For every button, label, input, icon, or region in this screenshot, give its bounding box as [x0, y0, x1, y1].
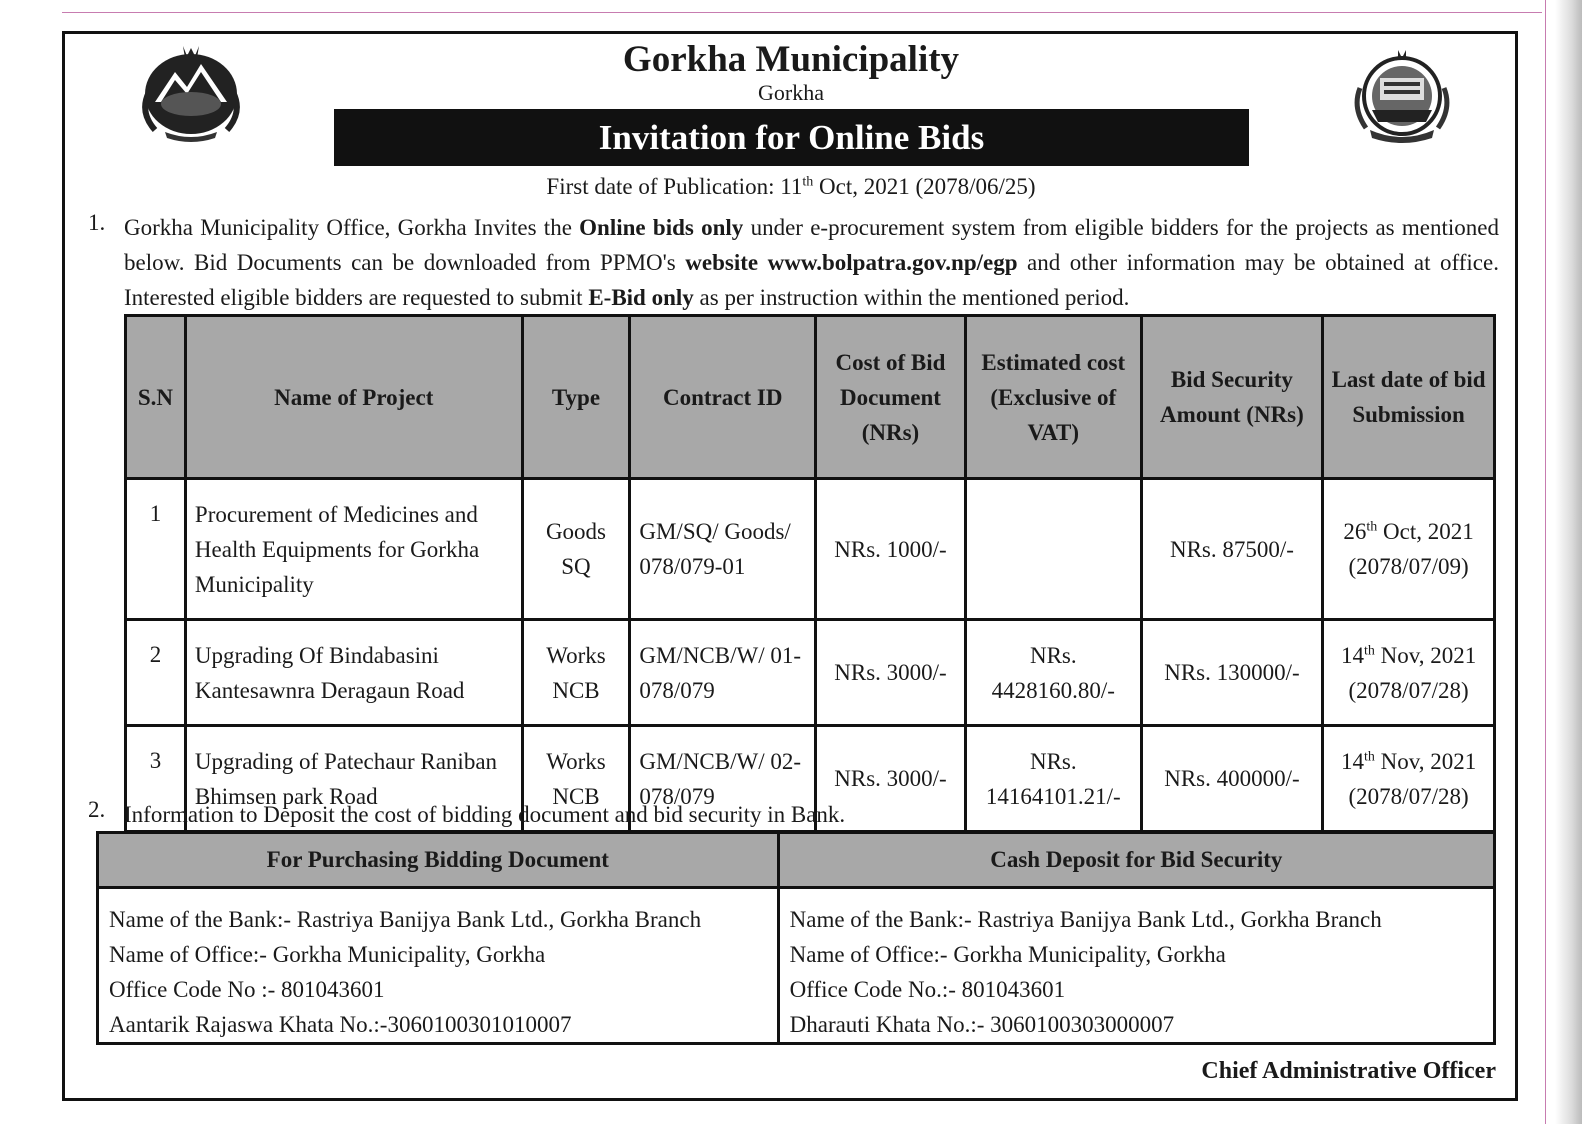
bank-header-row	[98, 833, 1495, 888]
notice-banner: Invitation for Online Bids	[334, 109, 1249, 166]
table-row	[126, 620, 1495, 726]
bank-details-row	[98, 888, 1495, 1044]
bank-line: Aantarik Rajaswa Khata No.:-3060100301010007	[109, 1012, 572, 1037]
cell-bid-security: NRs. 130000/-	[1141, 620, 1322, 726]
bank-info-table	[96, 831, 1496, 1045]
cell-last-date: 14th Nov, 2021 (2078/07/28)	[1323, 726, 1495, 832]
cell-sn: 2	[126, 620, 186, 726]
cell-contract-id: GM/NCB/W/ 02-078/079	[630, 726, 816, 832]
header-cost-doc: Cost of Bid Document (NRs)	[816, 316, 966, 479]
table-row	[126, 479, 1495, 620]
section-1-paragraph: Gorkha Municipality Office, Gorkha Invites the Online bids only under e-procurement system from eligible bidders for the projects as mentioned below. Bid Documents can be downloaded from PPMO's website www.bolpatra.gov.np/egp and other information may be obtained at office. Interested eligible bidders are requested to submit E-Bid only as per instruction within the mentioned period.	[124, 215, 1499, 310]
page-subtitle: Gorkha	[758, 80, 824, 105]
cell-cost-doc: NRs. 3000/-	[816, 620, 966, 726]
header-bid-security: Bid Security Amount (NRs)	[1141, 316, 1322, 479]
section-2-number: 2.	[88, 797, 106, 822]
table-header-row	[126, 316, 1495, 479]
header-type: Type	[522, 316, 630, 479]
section-2-text: Information to Deposit the cost of bidding document and bid security in Bank.	[124, 802, 846, 827]
right-border-line	[1545, 0, 1546, 1124]
bank-line: Dharauti Khata No.:- 3060100303000007	[789, 1012, 1175, 1037]
header-estimated-cost: Estimated cost (Exclusive of VAT)	[965, 316, 1141, 479]
cell-estimated-cost	[965, 479, 1141, 620]
bank-line: Name of Office:- Gorkha Municipality, Gorkha	[789, 942, 1226, 967]
header-name: Name of Project	[185, 316, 522, 479]
bank-header-deposit: Cash Deposit for Bid Security	[778, 833, 1494, 888]
cell-sn: 1	[126, 479, 186, 620]
bank-line: Office Code No :- 801043601	[109, 977, 385, 1002]
bank-header-purchasing: For Purchasing Bidding Document	[98, 833, 779, 888]
bank-details-deposit	[778, 888, 1494, 1044]
header-last-date: Last date of bid Submission	[1323, 316, 1495, 479]
cell-last-date: 26th Oct, 2021 (2078/07/09)	[1323, 479, 1495, 620]
bank-line: Name of Office:- Gorkha Municipality, Gorkha	[109, 942, 546, 967]
signature-title: Chief Administrative Officer	[1201, 1058, 1496, 1084]
cell-project-name: Procurement of Medicines and Health Equipments for Gorkha Municipality	[185, 479, 522, 620]
cell-estimated-cost: NRs. 14164101.21/-	[965, 726, 1141, 832]
cell-contract-id: GM/NCB/W/ 01-078/079	[630, 620, 816, 726]
cell-project-name: Upgrading Of Bindabasini Kantesawnra Deragaun Road	[185, 620, 522, 726]
header-contract-id: Contract ID	[630, 316, 816, 479]
bank-line: Office Code No.:- 801043601	[789, 977, 1066, 1002]
bank-details-purchasing	[98, 888, 779, 1044]
section-1-number: 1.	[88, 210, 106, 235]
page-edge-shadow	[1555, 0, 1582, 1124]
cell-cost-doc: NRs. 3000/-	[816, 726, 966, 832]
cell-type: Goods SQ	[522, 479, 630, 620]
top-border-line	[62, 12, 1542, 13]
publication-date: First date of Publication: 11th Oct, 2021 (2078/06/25)	[546, 174, 1036, 199]
cell-contract-id: GM/SQ/ Goods/ 078/079-01	[630, 479, 816, 620]
cell-project-name: Upgrading of Patechaur Raniban Bhimsen park Road	[185, 726, 522, 832]
header-sn: S.N	[126, 316, 186, 479]
cell-bid-security: NRs. 400000/-	[1141, 726, 1322, 832]
bank-line: Name of the Bank:- Rastriya Banijya Bank Ltd., Gorkha Branch	[109, 907, 702, 932]
bids-table	[124, 314, 1496, 833]
cell-estimated-cost: NRs. 4428160.80/-	[965, 620, 1141, 726]
cell-type: Works NCB	[522, 726, 630, 832]
bank-line: Name of the Bank:- Rastriya Banijya Bank Ltd., Gorkha Branch	[789, 907, 1382, 932]
cell-type: Works NCB	[522, 620, 630, 726]
cell-bid-security: NRs. 87500/-	[1141, 479, 1322, 620]
page-title: Gorkha Municipality	[622, 39, 960, 80]
cell-last-date: 14th Nov, 2021 (2078/07/28)	[1323, 620, 1495, 726]
cell-sn: 3	[126, 726, 186, 832]
cell-cost-doc: NRs. 1000/-	[816, 479, 966, 620]
